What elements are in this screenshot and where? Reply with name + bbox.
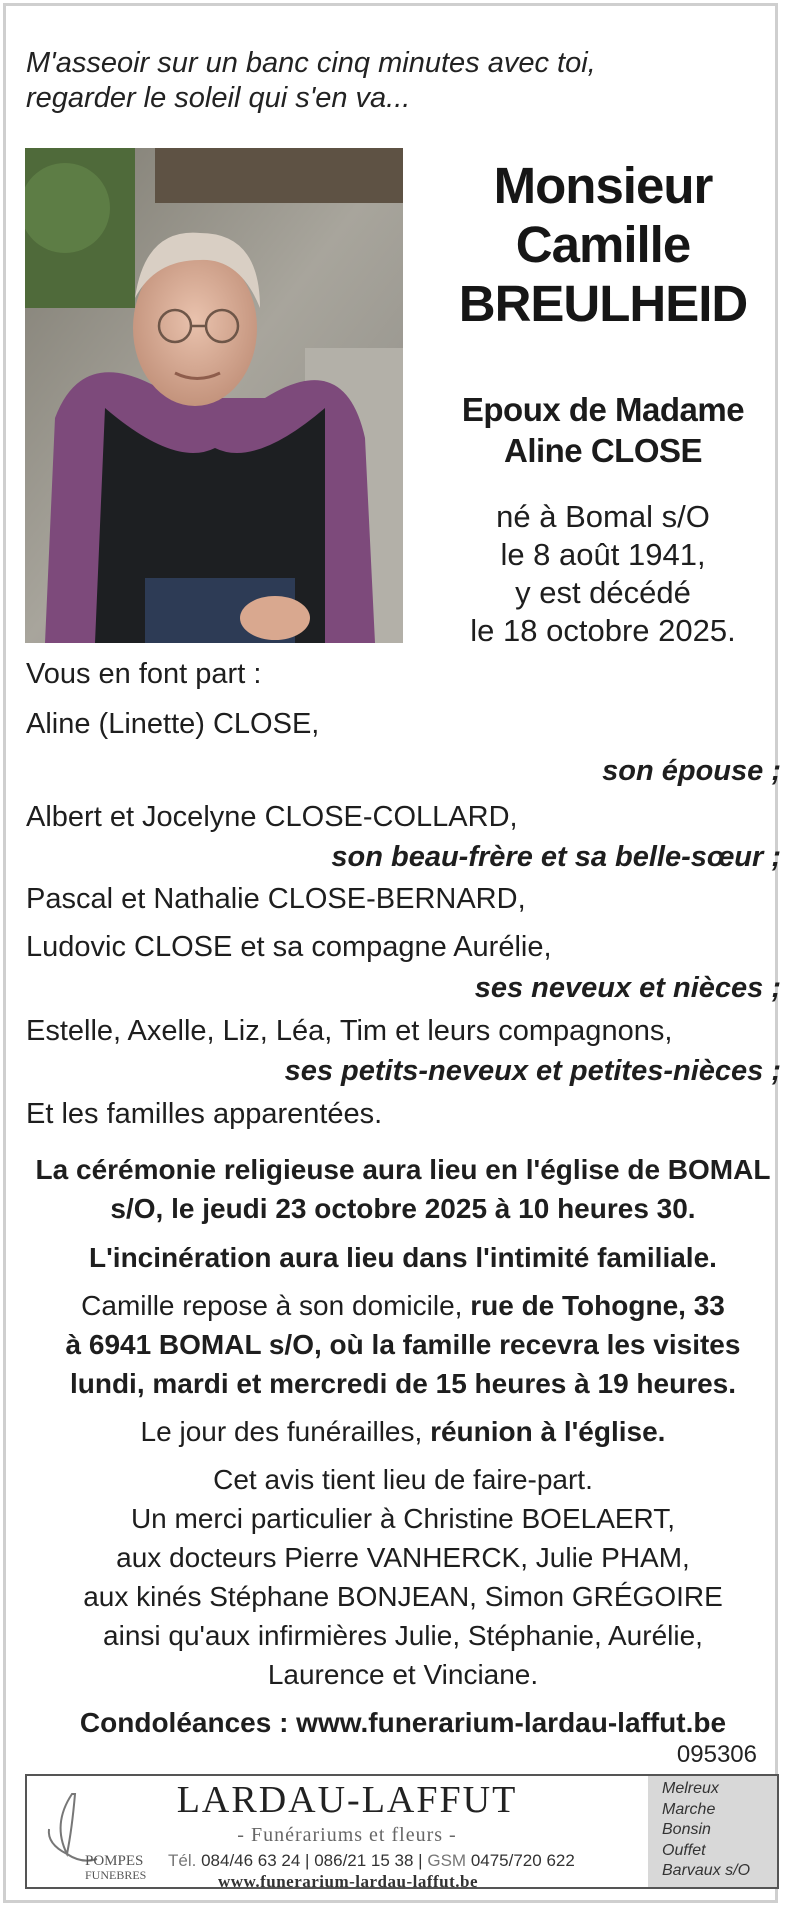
location-item: Barvaux s/O — [662, 1862, 751, 1879]
thanks-line: Laurence et Vinciane. — [267, 1659, 539, 1690]
location-item: Melreux — [662, 1780, 719, 1797]
location-item: Bonsin — [662, 1821, 711, 1838]
family-member: Ludovic CLOSE et sa compagne Aurélie, — [26, 931, 552, 963]
tel-numbers: 084/46 63 24 | 086/21 15 38 | — [201, 1851, 423, 1870]
family-closing: Et les familles apparentées. — [26, 1098, 383, 1130]
logo-caption — [85, 1854, 146, 1882]
thanks-line: Un merci particulier à Christine BOELAERT, — [130, 1503, 676, 1534]
gsm-number: 0475/720 622 — [470, 1851, 575, 1870]
location-item: Ouffet — [662, 1841, 706, 1859]
obituary-notice — [3, 3, 781, 1903]
family-intro: Vous en font part : — [26, 658, 262, 690]
condolences-link[interactable]: Condoléances : www.funerarium-lardau-laffut.be — [79, 1707, 727, 1738]
portrait-photo — [25, 148, 403, 643]
family-relation: son beau-frère et sa belle-sœur ; — [331, 841, 781, 873]
logo-word: FUNEBRES — [85, 1868, 147, 1882]
birth-death-info — [418, 498, 788, 650]
opening-quote — [26, 46, 726, 116]
contact-phones — [168, 1851, 575, 1871]
rest-line — [18, 1290, 788, 1322]
family-relation: ses petits-neveux et petites-nièces ; — [284, 1055, 781, 1087]
notice-line: Cet avis tient lieu de faire-part. — [213, 1464, 593, 1495]
family-relation: son épouse ; — [602, 755, 781, 787]
rest-line: à 6941 BOMAL s/O, où la famille recevra les visites — [65, 1329, 741, 1360]
birth-line: né à Bomal s/O — [496, 499, 710, 534]
rest-text: Camille repose à son domicile, — [81, 1290, 471, 1321]
birth-line: le 18 octobre 2025. — [470, 613, 736, 648]
logo-word: POMPES — [85, 1853, 144, 1869]
thanks-line: aux kinés Stéphane BONJEAN, Simon GRÉGOIRE — [83, 1581, 723, 1612]
visit-hours: lundi, mardi et mercredi de 15 heures à 19 heures. — [69, 1368, 737, 1399]
family-relation: ses neveux et nièces ; — [474, 972, 781, 1004]
ceremony-line: La cérémonie religieuse aura lieu en l'église de BOMAL — [35, 1154, 771, 1185]
funeral-line — [18, 1416, 788, 1448]
thanks-line: ainsi qu'aux infirmières Julie, Stéphanie, Aurélie, — [103, 1620, 703, 1651]
funeral-text: Le jour des funérailles, — [140, 1416, 431, 1447]
spouse-line: Aline CLOSE — [503, 432, 703, 469]
brand-name: LARDAU-LAFFUT — [176, 1779, 518, 1821]
name-line: BREULHEID — [458, 275, 748, 332]
brand-tagline: - Funérariums et fleurs - — [237, 1824, 457, 1846]
spouse-info — [418, 389, 788, 471]
reference-number: 095306 — [676, 1741, 757, 1768]
quote-line: M'asseoir sur un banc cinq minutes avec toi, — [26, 47, 596, 79]
family-member: Pascal et Nathalie CLOSE-BERNARD, — [26, 883, 526, 915]
family-member: Albert et Jocelyne CLOSE-COLLARD, — [26, 801, 518, 833]
ceremony-line: s/O, le jeudi 23 octobre 2025 à 10 heures 30. — [110, 1193, 696, 1224]
locations-list — [648, 1776, 777, 1887]
family-member: Aline (Linette) CLOSE, — [26, 708, 320, 740]
cremation-line: L'incinération aura lieu dans l'intimité familiale. — [89, 1242, 717, 1273]
family-member: Estelle, Axelle, Liz, Léa, Tim et leurs compagnons, — [26, 1015, 673, 1047]
deceased-name — [418, 156, 788, 333]
spouse-line: Epoux de Madame — [461, 391, 745, 428]
gsm-label: GSM — [427, 1851, 467, 1870]
funeral-home-logo — [37, 1784, 157, 1884]
quote-line: regarder le soleil qui s'en va... — [26, 82, 411, 114]
name-line: Camille — [515, 216, 691, 273]
tel-label: Tél. — [168, 1851, 197, 1870]
name-line: Monsieur — [493, 157, 713, 214]
website-link[interactable]: www.funerarium-lardau-laffut.be — [217, 1872, 479, 1891]
rest-address: rue de Tohogne, 33 — [470, 1290, 725, 1321]
birth-line: le 8 août 1941, — [500, 537, 706, 572]
thanks-line: aux docteurs Pierre VANHERCK, Julie PHAM, — [116, 1542, 690, 1573]
funeral-meeting: réunion à l'église. — [430, 1416, 666, 1447]
birth-line: y est décédé — [515, 575, 691, 610]
funeral-home-banner — [25, 1774, 779, 1889]
location-item: Marche — [662, 1800, 716, 1818]
